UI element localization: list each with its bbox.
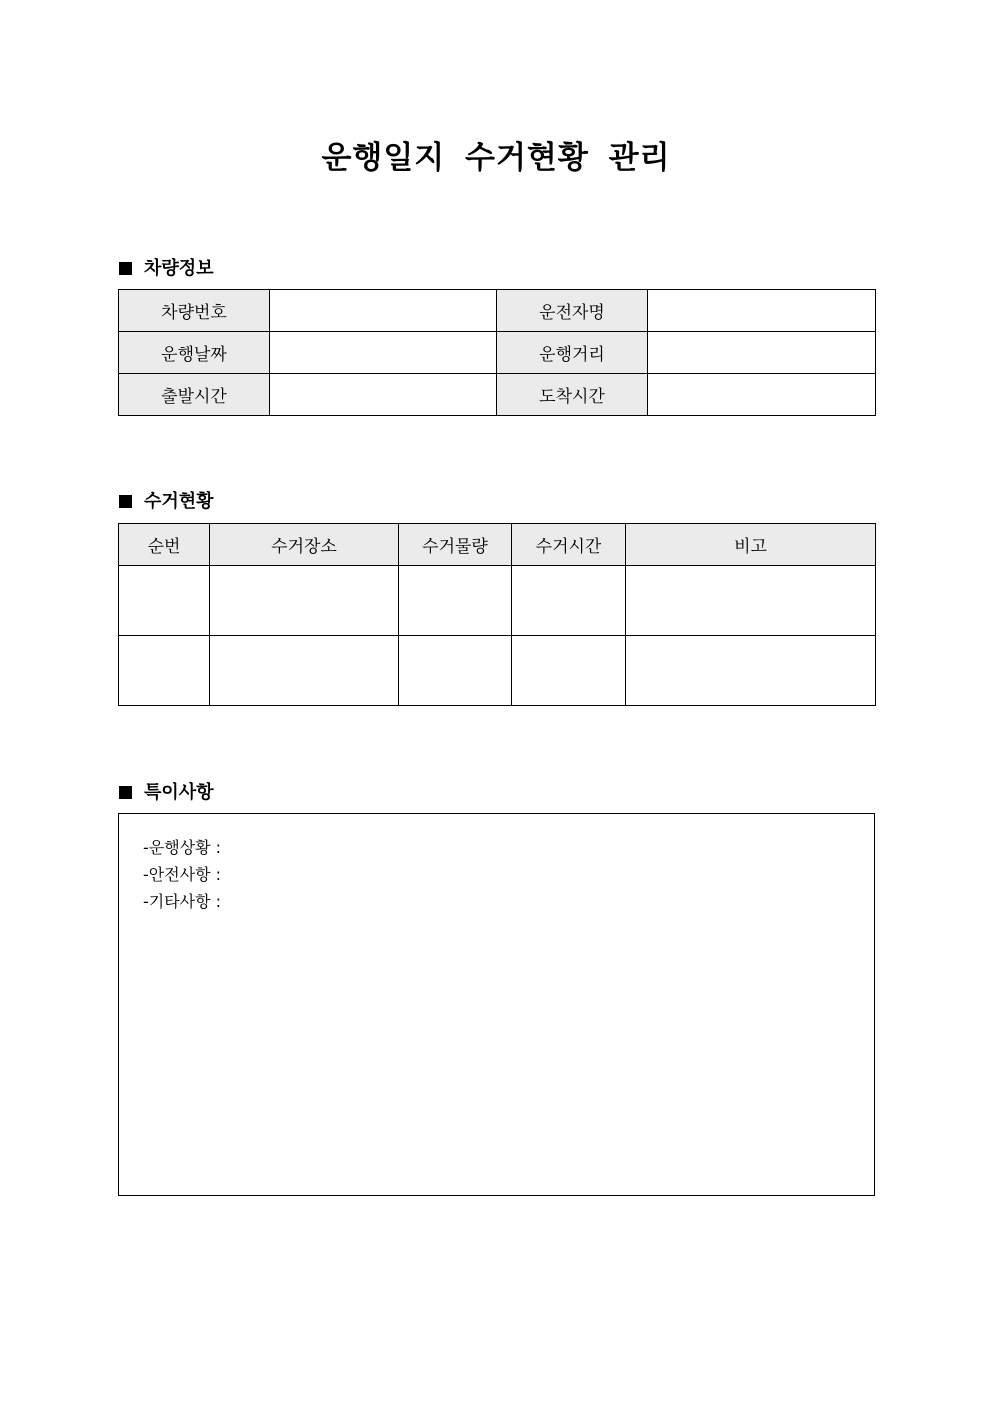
location-cell[interactable] [210,566,399,636]
note-safety: -안전사항 : [143,865,222,884]
table-row [119,290,876,332]
drive-distance-label: 운행거리 [497,332,648,374]
driver-name-label: 운전자명 [497,290,648,332]
special-notes-box[interactable] [118,813,875,1196]
column-header-seq: 순번 [119,524,210,566]
vehicle-number-label: 차량번호 [119,290,270,332]
vehicle-info-table [118,289,876,416]
note-operation-status: -운행상황 : [143,838,222,857]
square-bullet-icon [119,786,132,799]
arrival-time-label: 도착시간 [497,374,648,416]
table-row [119,636,876,706]
table-row [119,566,876,636]
document-title: 운행일지 수거현황 관리 [321,140,671,176]
square-bullet-icon [119,262,132,275]
special-notes-heading [119,778,214,804]
driver-name-field[interactable] [648,290,876,332]
location-cell[interactable] [210,636,399,706]
remarks-cell[interactable] [626,566,876,636]
arrival-time-field[interactable] [648,374,876,416]
drive-date-label: 운행날짜 [119,332,270,374]
time-cell[interactable] [512,636,626,706]
special-notes-heading-label: 특이사항 [144,782,214,803]
remarks-cell[interactable] [626,636,876,706]
drive-distance-field[interactable] [648,332,876,374]
column-header-location: 수거장소 [210,524,399,566]
departure-time-field[interactable] [270,374,497,416]
table-header-row [119,524,876,566]
collection-status-heading-label: 수거현황 [144,491,214,512]
quantity-cell[interactable] [399,566,512,636]
vehicle-info-heading-label: 차량정보 [144,258,214,279]
column-header-time: 수거시간 [512,524,626,566]
drive-date-field[interactable] [270,332,497,374]
table-row [119,374,876,416]
collection-status-heading [119,487,214,513]
column-header-quantity: 수거물량 [399,524,512,566]
seq-cell[interactable] [119,566,210,636]
note-other: -기타사항 : [143,892,222,911]
time-cell[interactable] [512,566,626,636]
seq-cell[interactable] [119,636,210,706]
column-header-remarks: 비고 [626,524,876,566]
collection-status-table [118,523,876,706]
square-bullet-icon [119,495,132,508]
vehicle-number-field[interactable] [270,290,497,332]
departure-time-label: 출발시간 [119,374,270,416]
vehicle-info-heading [119,254,214,280]
quantity-cell[interactable] [399,636,512,706]
table-row [119,332,876,374]
